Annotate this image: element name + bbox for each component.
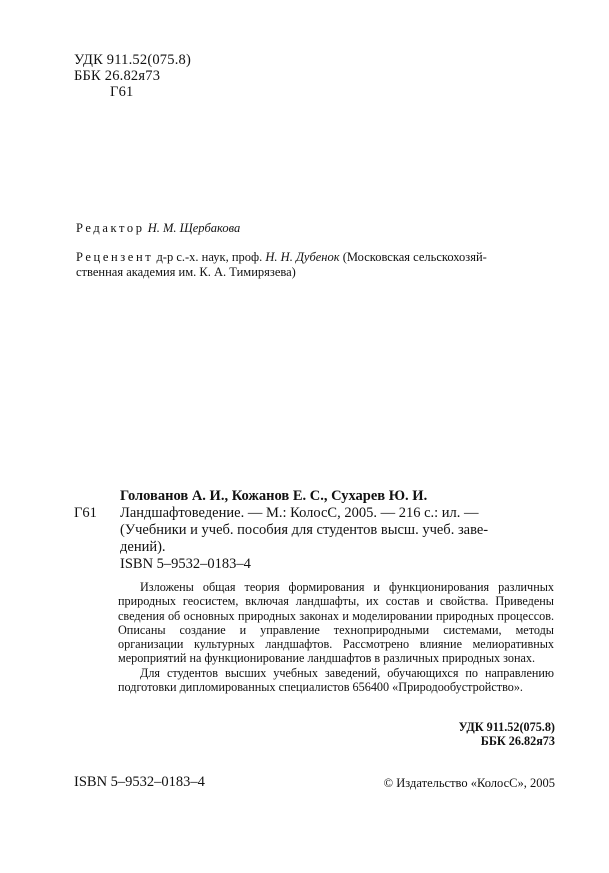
catalog-title-line-1: Ландшафтоведение. — М.: КолосС, 2005. — 216 с.: ил. — bbox=[120, 505, 479, 521]
catalog-mark: Г61 bbox=[74, 505, 97, 521]
reviewer-org-1: (Московская сельскохозяй- bbox=[342, 250, 487, 264]
udk-code-bottom: УДК 911.52(075.8) bbox=[458, 720, 555, 734]
reviewer-name: Н. Н. Дубенок bbox=[265, 250, 340, 264]
reviewer-block bbox=[76, 250, 554, 280]
udk-code-top: УДК 911.52(075.8) bbox=[74, 52, 192, 68]
bbk-code-bottom: ББК 26.82я73 bbox=[480, 734, 555, 748]
catalog-isbn: ISBN 5–9532–0183–4 bbox=[120, 556, 251, 572]
abstract-paragraph-1: Изложены общая теория формирования и функционирования различных природных геосистем, включая ландшафты, их состав и свойства. Приведены сведения об основных природных законах и моделировании природных процессов. Описаны создание и управление технoприродными системами, методы организации культурных ландшафтов. Рассмотрено влияние мелиоративных мероприятий на функционирование ландшафтов в различных природных зонах. bbox=[118, 580, 554, 666]
footer-isbn: ISBN 5–9532–0183–4 bbox=[74, 774, 205, 790]
reviewer-line-2: ственная академия им. К. А. Тимирязева) bbox=[76, 265, 296, 279]
editor-line bbox=[76, 221, 240, 236]
catalog-authors: Голованов А. И., Кожанов Е. С., Сухарев Ю. И. bbox=[120, 488, 428, 504]
abstract-paragraph-2: Для студентов высших учебных заведений, обучающихся по направлению подготовки дипломированных специалистов 656400 «Природообустройство». bbox=[118, 665, 554, 695]
abstract bbox=[118, 580, 554, 694]
bbk-code-top: ББК 26.82я73 bbox=[74, 68, 161, 84]
reviewer-line-1 bbox=[76, 250, 554, 265]
editor-name: Н. М. Щербакова bbox=[147, 221, 241, 235]
reviewer-label: Рецензент bbox=[76, 250, 154, 264]
catalog-title-line-3: дений). bbox=[120, 539, 166, 555]
editor-label: Редактор bbox=[76, 221, 145, 235]
reviewer-degree: д-р с.-х. наук, проф. bbox=[156, 250, 263, 264]
catalog-title-line-2: (Учебники и учеб. пособия для студентов высш. учеб. заве- bbox=[120, 522, 489, 538]
footer-copyright: © Издательство «КолосС», 2005 bbox=[383, 776, 555, 790]
author-mark-top: Г61 bbox=[110, 84, 134, 100]
